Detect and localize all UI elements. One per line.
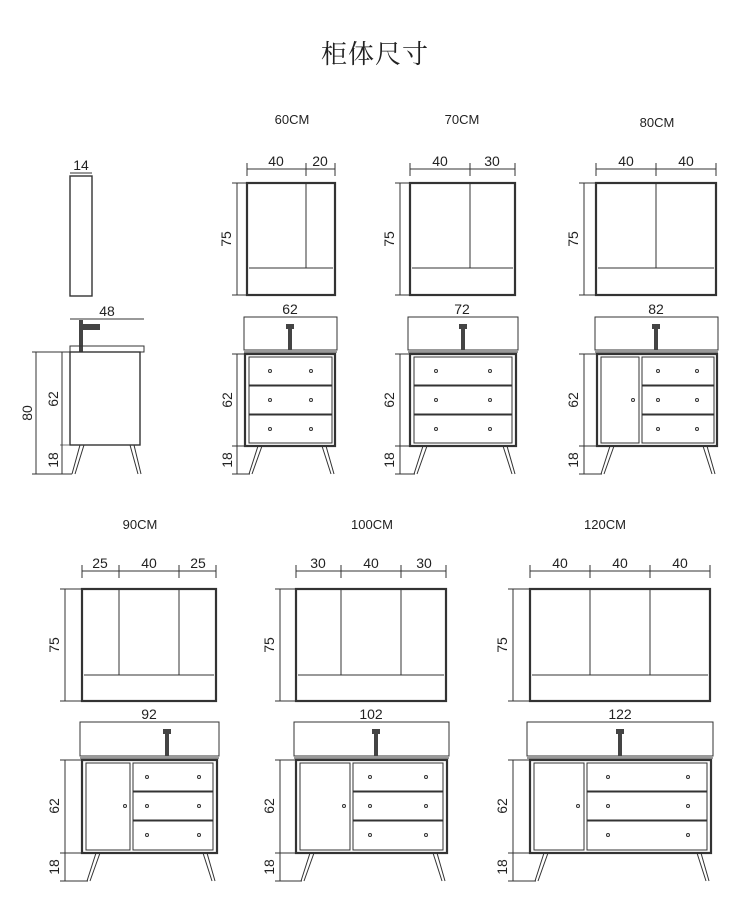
leg-height-label: 18 xyxy=(494,859,510,875)
page-title: 柜体尺寸 xyxy=(320,40,429,70)
mirror-dim: 40 xyxy=(672,555,688,571)
side-view xyxy=(19,157,144,474)
model-label: 120CM xyxy=(584,517,626,532)
vanity-width-label: 72 xyxy=(454,301,470,317)
mirror-height-label: 75 xyxy=(565,231,581,247)
mirror-dim: 25 xyxy=(190,555,206,571)
body-height-label: 62 xyxy=(261,798,277,814)
model-120 xyxy=(494,517,713,881)
side-body-height-label: 62 xyxy=(45,391,61,407)
side-leg-height-label: 18 xyxy=(45,452,61,468)
vanity-width-label: 102 xyxy=(359,706,383,722)
side-total-height-label: 80 xyxy=(19,405,35,421)
mirror-height-label: 75 xyxy=(381,231,397,247)
mirror-dim: 20 xyxy=(312,153,328,169)
body-height-label: 62 xyxy=(494,798,510,814)
vanity-width-label: 82 xyxy=(648,301,664,317)
mirror-height-label: 75 xyxy=(494,637,510,653)
mirror-dim: 40 xyxy=(678,153,694,169)
body-height-label: 62 xyxy=(46,798,62,814)
leg-height-label: 18 xyxy=(381,452,397,468)
mirror-dim: 30 xyxy=(484,153,500,169)
mirror-dim: 40 xyxy=(618,153,634,169)
leg-height-label: 18 xyxy=(261,859,277,875)
body-height-label: 62 xyxy=(381,392,397,408)
side-cabinet xyxy=(19,303,144,474)
mirror-height-label: 75 xyxy=(46,637,62,653)
model-label: 60CM xyxy=(274,112,310,127)
model-label: 90CM xyxy=(122,517,158,532)
leg-height-label: 18 xyxy=(219,452,235,468)
body-height-label: 62 xyxy=(219,392,235,408)
mirror-dim: 40 xyxy=(612,555,628,571)
mirror-dim: 30 xyxy=(416,555,432,571)
mirror-dim: 40 xyxy=(552,555,568,571)
model-100 xyxy=(261,517,449,881)
mirror-dim: 40 xyxy=(141,555,157,571)
mirror-dim: 40 xyxy=(432,153,448,169)
body-height-label: 62 xyxy=(565,392,581,408)
mirror-dim: 40 xyxy=(363,555,379,571)
side-mirror-depth-label: 14 xyxy=(73,157,89,173)
leg-height-label: 18 xyxy=(46,859,62,875)
model-60 xyxy=(218,112,337,474)
model-label: 70CM xyxy=(444,112,480,127)
vanity-width-label: 92 xyxy=(141,706,157,722)
model-80 xyxy=(565,115,718,474)
vanity-width-label: 122 xyxy=(608,706,632,722)
mirror-height-label: 75 xyxy=(218,231,234,247)
vanity-width-label: 62 xyxy=(282,301,298,317)
model-90 xyxy=(46,517,219,881)
model-70 xyxy=(381,112,518,474)
leg-height-label: 18 xyxy=(565,452,581,468)
mirror-dim: 30 xyxy=(310,555,326,571)
model-label: 80CM xyxy=(639,115,675,130)
mirror-height-label: 75 xyxy=(261,637,277,653)
mirror-dim: 25 xyxy=(92,555,108,571)
model-label: 100CM xyxy=(351,517,393,532)
side-depth-label: 48 xyxy=(99,303,115,319)
mirror-dim: 40 xyxy=(268,153,284,169)
side-mirror xyxy=(70,157,92,296)
